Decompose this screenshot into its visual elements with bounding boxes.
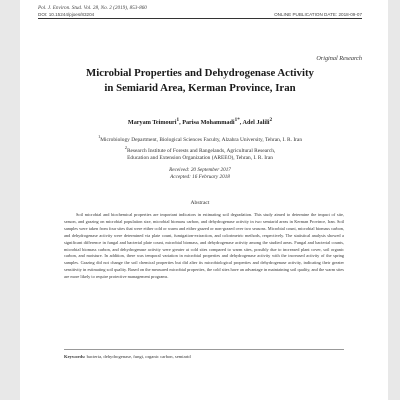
keywords: [64, 354, 344, 359]
keywords-label: Keywords:: [64, 354, 86, 359]
affiliation-line: [38, 144, 362, 155]
doi[interactable]: DOI: 10.15244/pjoes/83204: [38, 12, 95, 17]
author-name: Adel Jalili: [242, 119, 270, 127]
affiliation-mark: 1: [97, 134, 101, 139]
author-affiliation-mark: 2: [269, 117, 273, 123]
header-divider: [38, 18, 362, 19]
affiliation-line: [38, 133, 362, 144]
journal-citation: Pol. J. Environ. Stud. Vol. 28, No. 2 (2019), 853-860: [38, 5, 147, 11]
affiliation-text: Research Institute of Forests and Rangelands, Agricultural Research,: [126, 147, 276, 154]
accepted-date: Accepted: 16 February 2018: [170, 174, 230, 181]
affiliation-line: Education and Extension Organization (AREEO), Tehran, I. R. Iran: [127, 155, 273, 162]
keywords-divider: [64, 349, 344, 350]
affiliation-text: Microbiology Department, Biological Sciences Faculty, Alzahra University, Tehran, I. R. Iran: [100, 136, 303, 143]
author-list: Maryam Teimouri$^1$, Parisa Mohammadi$^{1*}$, Adel Jalili$^2$: [127, 117, 273, 127]
paper-title: [38, 66, 362, 95]
abstract-text: Soil microbial and biochemical properties are important indicators in estimating soil degradation. This study aimed to determine the impact of site, season, and grazing on microbial population size, microbial biomass carbon, and dehydrogenase activity in two semiarid areas in Kerman Province, Iran. Soil samples were taken from four sites that were either cold or warm and either grazed or non-grazed over two seasons. Microbial count, microbial biomass carbon, and dehydrogenase activity were determined via plate count, fumigation-extraction, and colorimetric methods, respectively. The statistical analysis showed a significant difference in fungal and bacterial plate count, microbial biomass, and dehydrogenase activity among the studied areas. Fungal and bacterial counts, microbial biomass carbon, and dehydrogenase activity were greater at cold sites compared to warm sites, possibly due to increased plant cover, soil organic carbon, and moisture. In addition, there was temporal variation in microbial properties and dehydrogenase activity with the increased activity of the spring samples. Grazing did not change the soil chemical properties but did alter its microbiological properties and dehydrogenase activity, indicating their greater sensitivity in estimating soil quality. Based on the measured microbial properties, the cold sites have an advantage in maintaining soil quality, and the warm sites are more likely to require protective management programs.: [64, 212, 344, 280]
title-line-1: Microbial Properties and Dehydrogenase Activity: [86, 67, 314, 79]
article-type: Original Research: [316, 55, 362, 62]
affiliation-mark: 2: [124, 145, 127, 151]
author-affiliation-mark: 1*: [234, 117, 240, 123]
title-line-2: in Semiarid Area, Kerman Province, Iran: [104, 81, 296, 94]
received-date: Received: 20 September 2017: [169, 167, 231, 173]
keywords-text: bacteria, dehydrogenase, fungi, organic carbon, semiarid: [86, 354, 191, 359]
author-name: Parisa Mohammadi: [182, 119, 235, 127]
abstract-heading: Abstract: [190, 200, 210, 206]
author-name: Maryam Teimouri: [127, 119, 177, 127]
author-affiliation-mark: 1: [176, 117, 180, 123]
online-publication-date: ONLINE PUBLICATION DATE: 2018-09-07: [274, 12, 362, 17]
article-dates: [38, 167, 362, 181]
paper-page: [20, 0, 388, 400]
affiliations: [38, 133, 362, 162]
